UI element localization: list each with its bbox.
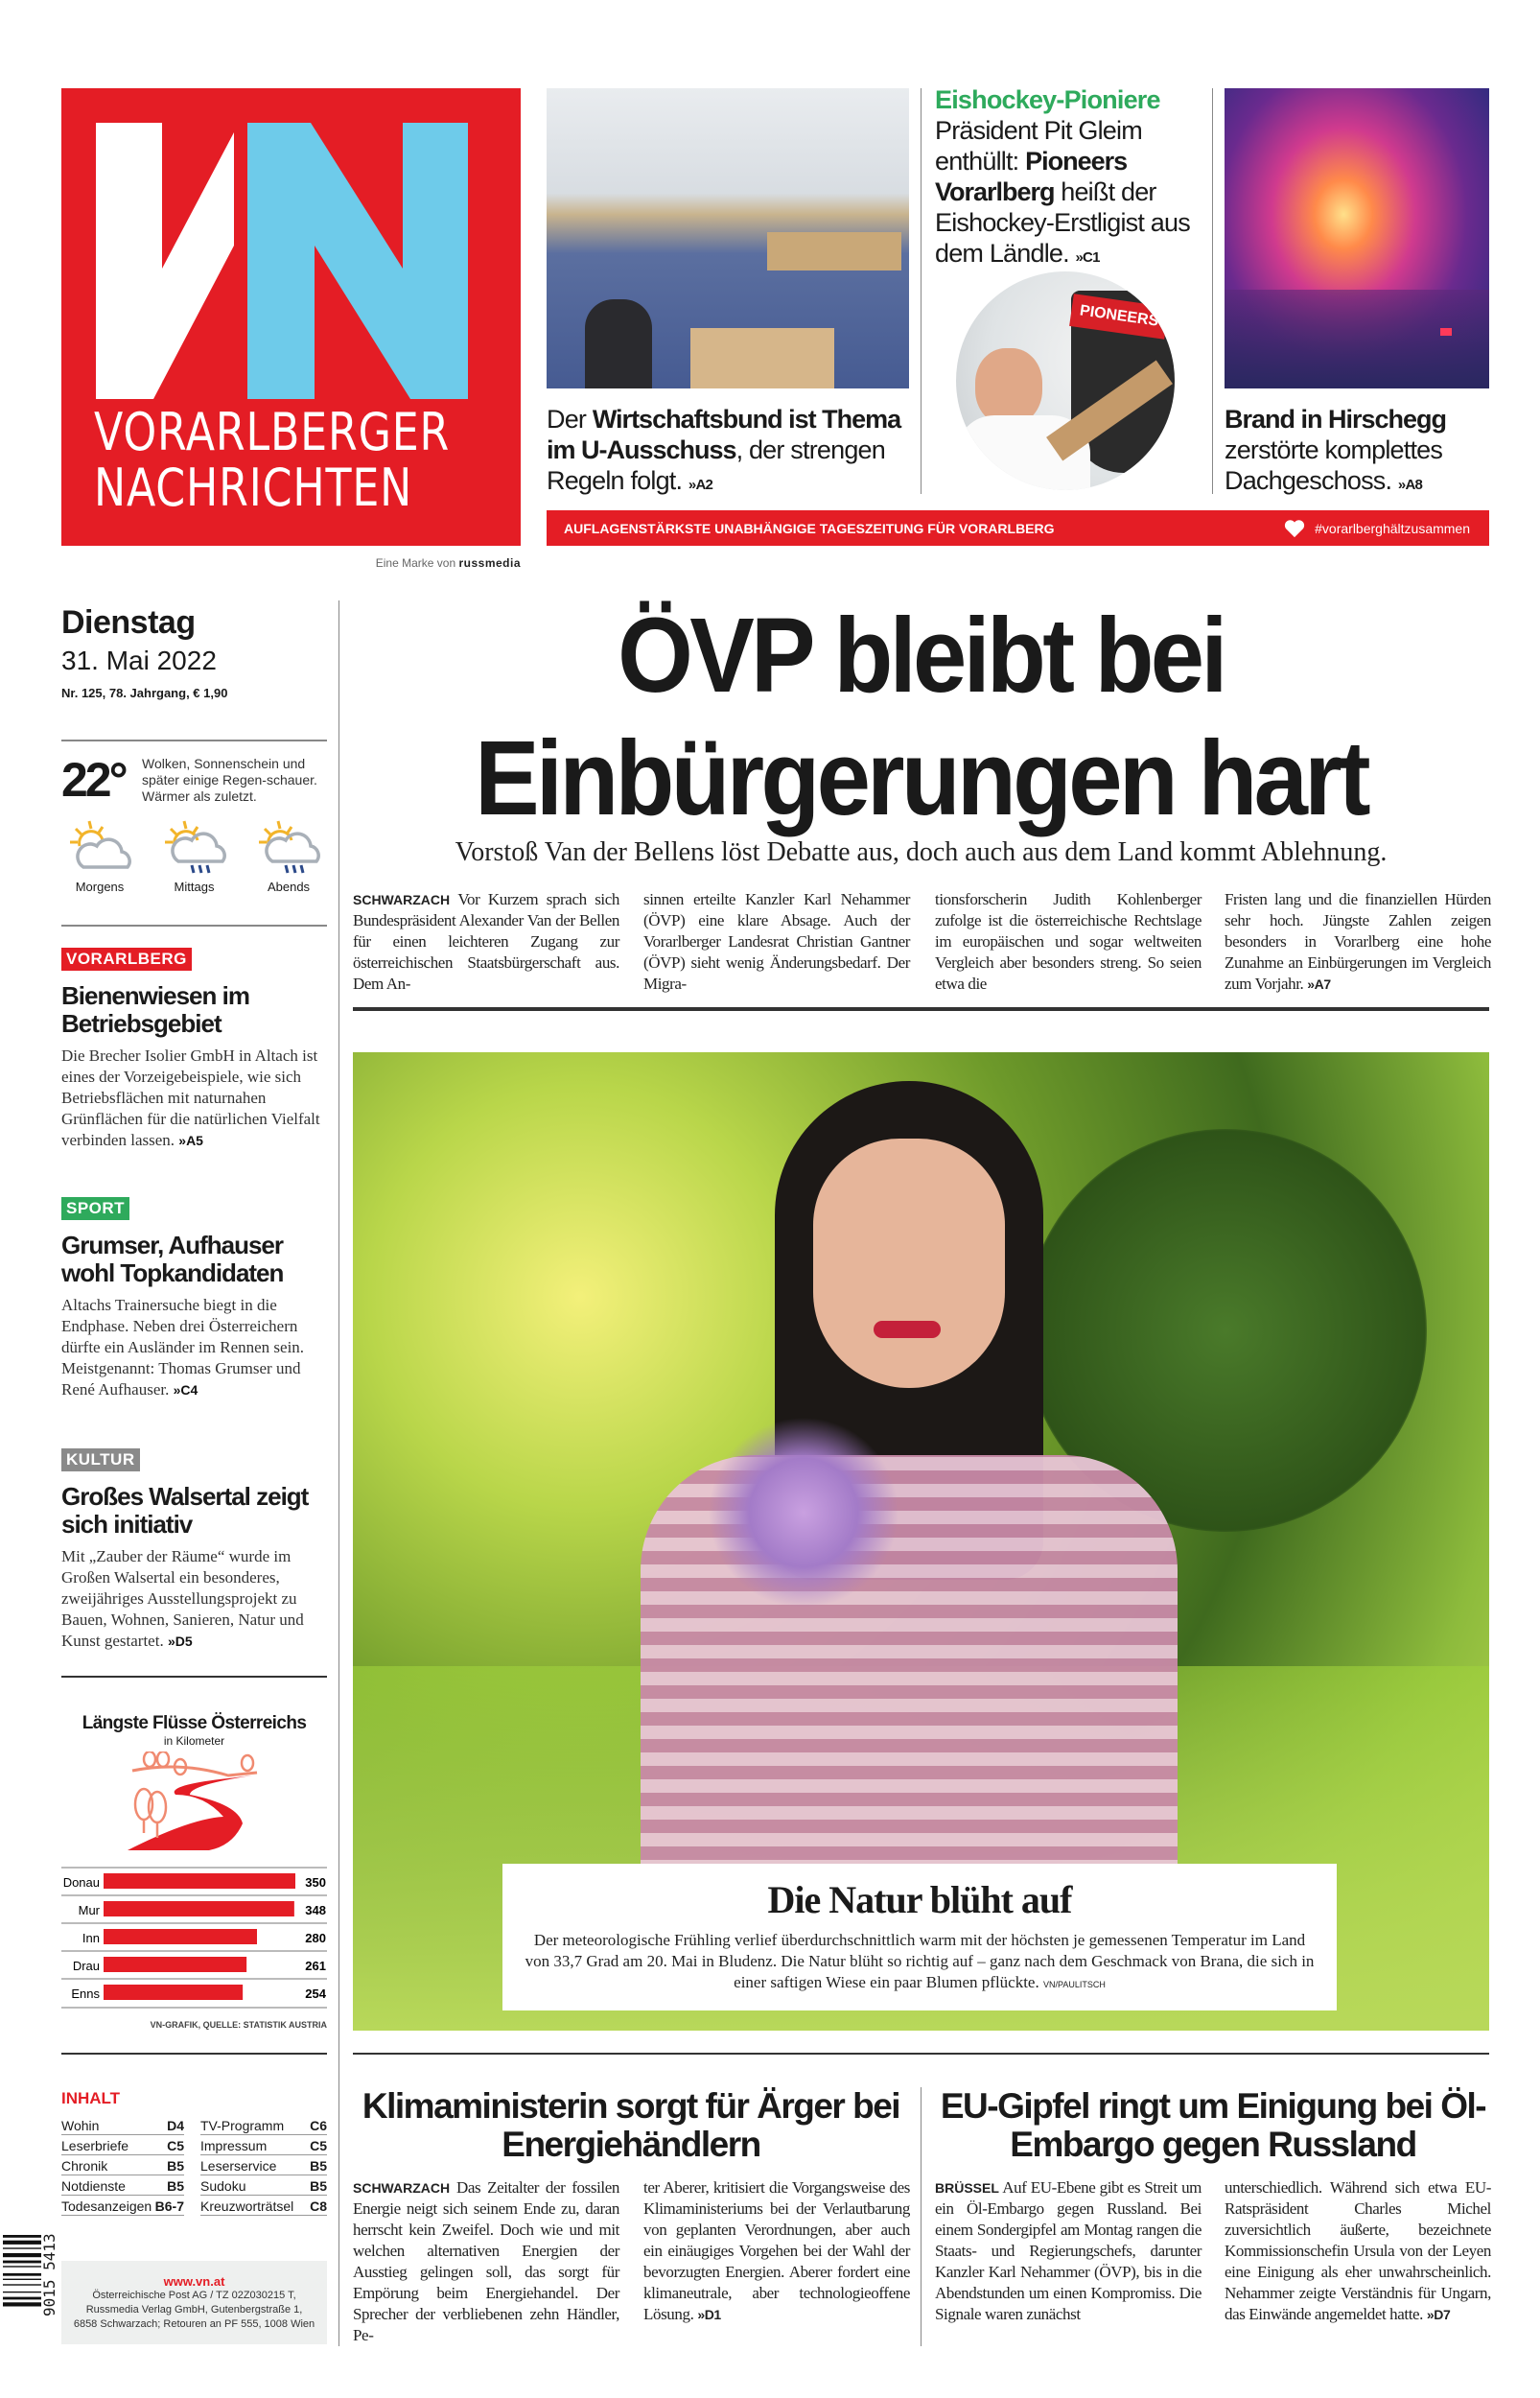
masthead-logo[interactable] — [61, 88, 521, 546]
contents-label: Chronik — [61, 2158, 108, 2174]
date-block — [61, 604, 327, 700]
contents-label: Sudoku — [200, 2178, 246, 2194]
contents-item[interactable] — [61, 2175, 184, 2196]
contents-title: INHALT — [61, 2089, 121, 2107]
contents-page: C5 — [310, 2138, 327, 2153]
contents-item[interactable] — [61, 2135, 184, 2155]
story-kultur[interactable]: KULTUR Großes Walsertal zeigt sich initiativ Mit „Zauber der Räume“ wurde im Großen Walsertal ein besonderes, zweijähriges Ausstellungsprojekt zu Bauen, Wohnen, Sanieren, Natur und Kunst gestartet. »D5 — [61, 1450, 309, 1650]
river-illustration-icon — [123, 1751, 267, 1852]
chart-category-label: Inn — [82, 1931, 100, 1945]
contents-label: Wohin — [61, 2118, 100, 2133]
lead-subhead: Vorstoß Van der Bellens löst Debatte aus, doch auch aus dem Land kommt Ablehnung. — [455, 837, 1388, 867]
contents-page: B5 — [167, 2158, 184, 2174]
contents-item[interactable] — [200, 2135, 327, 2155]
lead-column-4: Fristen lang und die finanziellen Hürden sehr hoch. Jüngste Zahlen zeigen besonders in Vorarlberg eine hohe Zunahme an Einbürgerungen im Vergleich zum Vorjahr. »A7 — [1225, 890, 1491, 993]
issue-info: Nr. 125, 78. Jahrgang, € 1,90 — [61, 686, 228, 700]
chart-value-label: 348 — [305, 1903, 326, 1917]
photo-caption-box — [502, 1864, 1337, 2010]
chart-category-label: Mur — [78, 1903, 100, 1917]
chart-category-label: Donau — [62, 1875, 100, 1890]
eu-column-1: BRÜSSEL Auf EU-Ebene gibt es Streit um ein Öl-Embargo gegen Russland. Bei einem Sondergipfel am Montag rangen die Staats- und Regierungschefs, darunter Kanzler Karl Nehammer (ÖVP), bis in die Abendstunden um einen Kompromiss. Die Signale waren zunächst — [935, 2178, 1202, 2323]
lead-column-3: tionsforscherin Judith Kohlenberger zufolge ist die österreichische Rechtslage im europäischen und sogar weltweiten Vergleich aber besonders streng. So seien etwa die — [935, 890, 1202, 993]
forecast-abends: Abends — [250, 817, 327, 894]
contents-item[interactable] — [61, 2196, 184, 2216]
chart-value-label: 261 — [305, 1959, 326, 1973]
committee-photo[interactable] — [547, 88, 909, 388]
chart-title: Längste Flüsse Österreichs — [82, 1713, 307, 1733]
contents-item[interactable] — [61, 2155, 184, 2175]
temperature: 22° — [61, 753, 126, 807]
weather-forecast — [61, 817, 327, 894]
forecast-morgens: Morgens — [61, 817, 138, 894]
banner-hashtag[interactable]: #vorarlberghältzusammen — [1284, 519, 1470, 538]
chart-category-label: Drau — [72, 1959, 100, 1973]
pioneers-photo[interactable]: PIONEERS — [956, 271, 1175, 490]
teaser-pioneers[interactable]: Eishockey-Pioniere Präsident Pit Gleim enthüllt: Pioneers Vorarlberg heißt der Eishockey-Erstligist aus dem Ländle. »C1 — [935, 85, 1190, 268]
rivers-bar-chart — [61, 1867, 327, 2020]
contents-item[interactable] — [200, 2115, 327, 2135]
bottom-headline-eu[interactable]: EU-Gipfel ringt um Einigung bei Öl-Embargo gegen Russland — [940, 2086, 1486, 2164]
contents-label: Leserbriefe — [61, 2138, 129, 2153]
teaser-brand-hirschegg[interactable]: Brand in Hirschegg zerstörte komplettes Dachgeschoss. »A8 — [1225, 405, 1447, 495]
lead-headline-line1[interactable]: ÖVP bleibt bei — [618, 597, 1225, 715]
fire-photo[interactable] — [1225, 88, 1489, 388]
section-tag: KULTUR — [61, 1448, 140, 1471]
contents-page: B5 — [310, 2178, 327, 2194]
weather-text: Wolken, Sonnenschein und später einige Regen-schauer. Wärmer als zuletzt. — [142, 756, 317, 804]
date: 31. Mai 2022 — [61, 646, 217, 675]
chart-bar — [104, 1929, 257, 1944]
photo-caption: Der meteorologische Frühling verlief überdurchschnittlich warm mit der höchsten je gemessenen Temperatur im Land von 33,7 Grad am 20. Mai in Bludenz. Die Natur blüht so richtig auf – ganz nach dem Geschmack von Brana, die sich in einer saftigen Wiese ein paar Blumen pflückte. VN/PAULITSCH — [525, 1931, 1315, 1991]
klima-column-1: SCHWARZACH Das Zeitalter der fossilen Energie neigt sich seinem Ende zu, daran herrscht kein Zweifel. Doch wie und mit welchen alternativen Energien der Ausstieg gelingen soll, das sorgt für Empörung beim Energiehandel. Der Sprecher der verbliebenen zehn Händler, Pe- — [353, 2178, 619, 2344]
sun-cloud-rain-icon — [163, 817, 226, 875]
contents-list-left — [61, 2115, 184, 2216]
klima-column-2: ter Aberer, kritisiert die Vorgangsweise des Klimaministeriums bei der Verlautbarung von geplanten Verordnungen, aber auch ein einäugiges Vorgehen bei der Wahl der bevorzugten Energien. Aberer fordert eine klimaneutrale, aber technologieoffene Lösung. »D1 — [643, 2178, 910, 2323]
contents-page: C5 — [167, 2138, 184, 2153]
website-link[interactable]: www.vn.at — [163, 2274, 225, 2289]
chart-value-label: 350 — [305, 1875, 326, 1890]
forecast-mittags: Mittags — [156, 817, 233, 894]
chart-bar — [104, 1957, 246, 1972]
sun-cloud-icon — [68, 817, 131, 875]
contents-page: B6-7 — [154, 2198, 184, 2214]
contents-label: Kreuzworträtsel — [200, 2198, 294, 2214]
sun-cloud-rain-icon — [257, 817, 320, 875]
contents-page: C8 — [310, 2198, 327, 2214]
lead-column-1: SCHWARZACH Vor Kurzem sprach sich Bundespräsident Alexander Van der Bellen für einen leichteren Zugang zur österreichischen Staatsbürgerschaft aus. Dem An- — [353, 890, 619, 993]
chart-source: VN-GRAFIK, QUELLE: STATISTIK AUSTRIA — [150, 2020, 327, 2030]
chart-bar — [104, 1985, 243, 2000]
chart-bar — [104, 1873, 295, 1889]
contents-label: Impressum — [200, 2138, 268, 2153]
story-sport[interactable]: SPORT Grumser, Aufhauser wohl Topkandidaten Altachs Trainersuche biegt in die Endphase. Neben drei Österreichern dürfte ein Ausländer im Rennen sein. Meistgenannt: Thomas Grumser und René Aufhauser. »C4 — [61, 1199, 305, 1399]
contents-label: Todesanzeigen — [61, 2198, 152, 2214]
contents-item[interactable] — [200, 2196, 327, 2216]
brand-line: Eine Marke von russmedia — [375, 556, 521, 570]
eu-column-2: unterschiedlich. Während sich etwa EU-Ratspräsident Charles Michel zuversichtlich äußerte, bezeichnete Kommissionschefin Ursula von der Leyen eine Einigung als eher unwahrscheinlich. Nehammer zeigte Verständnis für Ungarn, das Einwände angemeldet hatte. »D7 — [1225, 2178, 1491, 2323]
chart-bar — [104, 1901, 294, 1916]
contents-item[interactable] — [200, 2155, 327, 2175]
section-tag: SPORT — [61, 1197, 129, 1220]
banner-bar — [547, 510, 1489, 546]
section-tag: VORARLBERG — [61, 948, 192, 971]
lead-headline-line2[interactable]: Einbürgerungen hart — [475, 719, 1367, 837]
contents-page: C6 — [310, 2118, 327, 2133]
chart-category-label: Enns — [71, 1987, 100, 2001]
heart-icon — [1284, 519, 1305, 538]
bottom-headline-klima[interactable]: Klimaministerin sorgt für Ärger bei Energiehändlern — [362, 2086, 900, 2164]
barcode-number: 9015 5413 — [40, 2233, 58, 2316]
chart-value-label: 254 — [305, 1987, 326, 2001]
contents-page: B5 — [310, 2158, 327, 2174]
weekday: Dienstag — [61, 604, 196, 641]
contents-label: Leserservice — [200, 2158, 277, 2174]
photo-title: Die Natur blüht auf — [767, 1878, 1072, 1921]
chart-subtitle: in Kilometer — [163, 1734, 225, 1748]
contents-page: D4 — [167, 2118, 184, 2133]
banner-slogan: AUFLAGENSTÄRKSTE UNABHÄNGIGE TAGESZEITUNG FÜR VORARLBERG — [564, 520, 1055, 536]
masthead-name: VORARLBERGER NACHRICHTEN — [94, 402, 451, 518]
imprint-box: www.vn.at Österreichische Post AG / TZ 02Z030215 T, Russmedia Verlag GmbH, Gutenbergstraße 1, 6858 Schwarzach; Retouren an PF 555, 1008 Wien — [61, 2261, 327, 2344]
contents-label: TV-Programm — [200, 2118, 285, 2133]
story-vorarlberg[interactable]: VORARLBERG Bienenwiesen im Betriebsgebiet Die Brecher Isolier GmbH in Altach ist eines der Vorzeigebeispiele, wie sich Betriebsflächen mit naturnahen Grünflächen für die natürlichen Vielfalt verbinden lassen. »A5 — [61, 950, 320, 1149]
contents-item[interactable] — [200, 2175, 327, 2196]
rivers-chart — [61, 1713, 327, 1857]
contents-page: B5 — [167, 2178, 184, 2194]
teaser-wirtschaftsbund[interactable]: Der Wirtschaftsbund ist Thema im U-Ausschuss, der strengen Regeln folgt. »A2 — [547, 405, 901, 495]
contents-label: Notdienste — [61, 2178, 126, 2194]
contents-list-right — [200, 2115, 327, 2216]
lead-column-2: sinnen erteilte Kanzler Karl Nehammer (ÖVP) eine klare Absage. Auch der Vorarlberger Landesrat Christian Gantner (ÖVP) sieht wenig Änderungsbedarf. Der Migra- — [643, 890, 910, 993]
chart-value-label: 280 — [305, 1931, 326, 1945]
contents-item[interactable] — [61, 2115, 184, 2135]
